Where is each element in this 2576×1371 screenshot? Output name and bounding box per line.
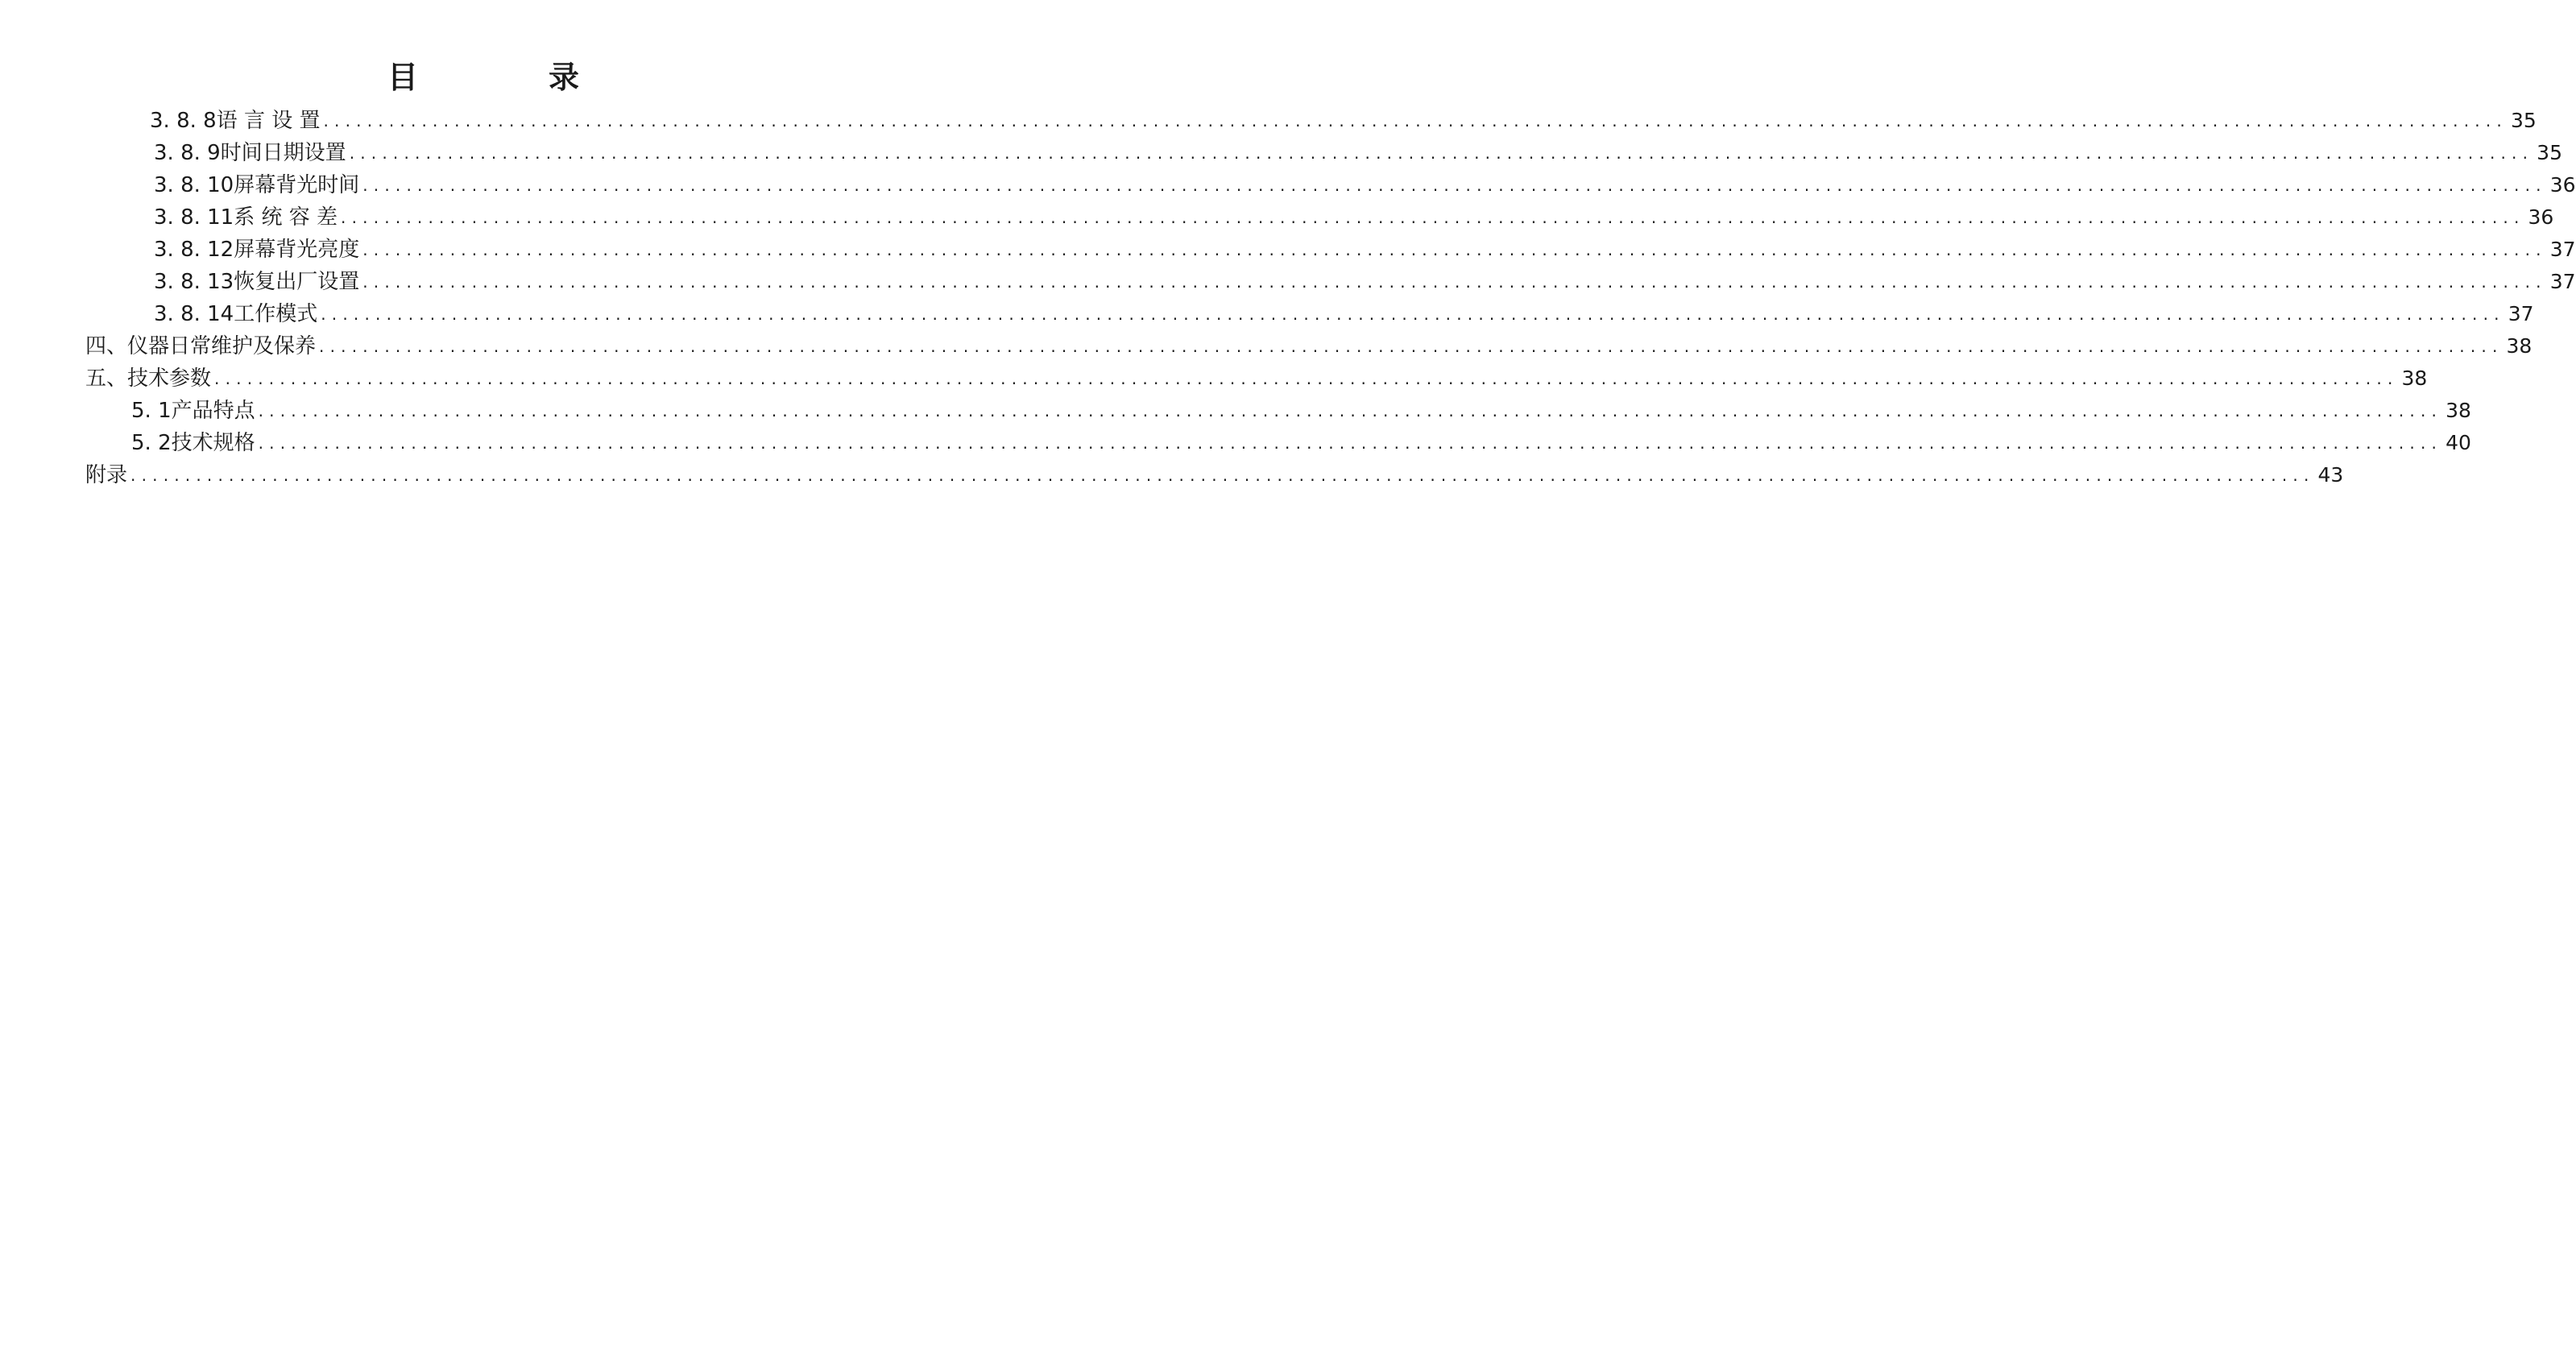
toc-entry-label: 3. 8. 10屏幕背光时间 (154, 173, 360, 197)
toc-entry[interactable] (85, 459, 2344, 491)
toc-entry-page: 37 (2549, 238, 2576, 261)
toc-entry[interactable] (154, 169, 2576, 201)
toc-entry[interactable] (85, 362, 2428, 395)
toc-entry[interactable] (131, 395, 2471, 427)
toc-entry-label: 3. 8. 11系 统 容 差 (154, 205, 338, 230)
toc-entry[interactable] (131, 427, 2471, 459)
toc-entry[interactable] (154, 298, 2534, 330)
toc-entry[interactable] (85, 330, 2533, 362)
toc-entry-label: 3. 8. 12屏幕背光亮度 (154, 238, 360, 262)
toc-leader-dots: ........................................................................................................................................................................................................ (258, 401, 2443, 420)
page-title: 目 录 (387, 60, 629, 95)
toc-entry-label: 附录 (85, 463, 128, 487)
toc-leader-dots: ........................................................................................................................................................................................................ (362, 240, 2547, 259)
toc-leader-dots: ........................................................................................................................................................................................................ (362, 176, 2547, 195)
toc-entry-label: 3. 8. 9时间日期设置 (154, 141, 346, 165)
toc-entry-page: 37 (2508, 302, 2534, 325)
toc-leader-dots: ........................................................................................................................................................................................................ (130, 466, 2315, 485)
toc-entry-label: 3. 8. 8语 言 设 置 (150, 109, 321, 133)
toc-entry[interactable] (154, 201, 2554, 234)
toc-entry-page: 35 (2510, 109, 2537, 132)
toc-entry[interactable] (154, 234, 2576, 266)
toc-entry-page: 38 (2506, 334, 2533, 358)
toc-leader-dots: ........................................................................................................................................................................................................ (319, 337, 2504, 356)
toc-entry-page: 36 (2549, 173, 2576, 197)
toc-entry[interactable] (150, 105, 2537, 137)
toc-entry[interactable] (154, 266, 2576, 298)
toc-entry-page: 37 (2549, 270, 2576, 293)
toc-entry-page: 36 (2528, 205, 2554, 229)
toc-leader-dots: ........................................................................................................................................................................................................ (323, 111, 2508, 130)
toc-entry-page: 40 (2446, 431, 2471, 454)
toc-leader-dots: ........................................................................................................................................................................................................ (362, 272, 2547, 292)
toc-entry[interactable] (154, 137, 2562, 169)
toc-leader-dots: ........................................................................................................................................................................................................ (321, 304, 2505, 324)
toc-entry-page: 35 (2537, 141, 2562, 164)
toc-leader-dots: ........................................................................................................................................................................................................ (349, 143, 2534, 163)
toc-leader-dots: ........................................................................................................................................................................................................ (258, 433, 2443, 453)
toc-entry-page: 43 (2317, 463, 2344, 487)
toc-leader-dots: ........................................................................................................................................................................................................ (214, 369, 2399, 388)
toc-entry-label: 四、仪器日常维护及保养 (85, 334, 317, 358)
toc-entry-label: 5. 1产品特点 (131, 399, 255, 423)
toc-entry-page: 38 (2401, 367, 2428, 390)
toc-entry-label: 3. 8. 13恢复出厂设置 (154, 270, 360, 294)
toc-entry-label: 3. 8. 14工作模式 (154, 302, 318, 326)
toc-entry-label: 五、技术参数 (85, 367, 212, 391)
toc-leader-dots: ........................................................................................................................................................................................................ (341, 208, 2525, 227)
toc-entry-page: 38 (2446, 399, 2471, 422)
toc-entry-label: 5. 2技术规格 (131, 431, 255, 455)
